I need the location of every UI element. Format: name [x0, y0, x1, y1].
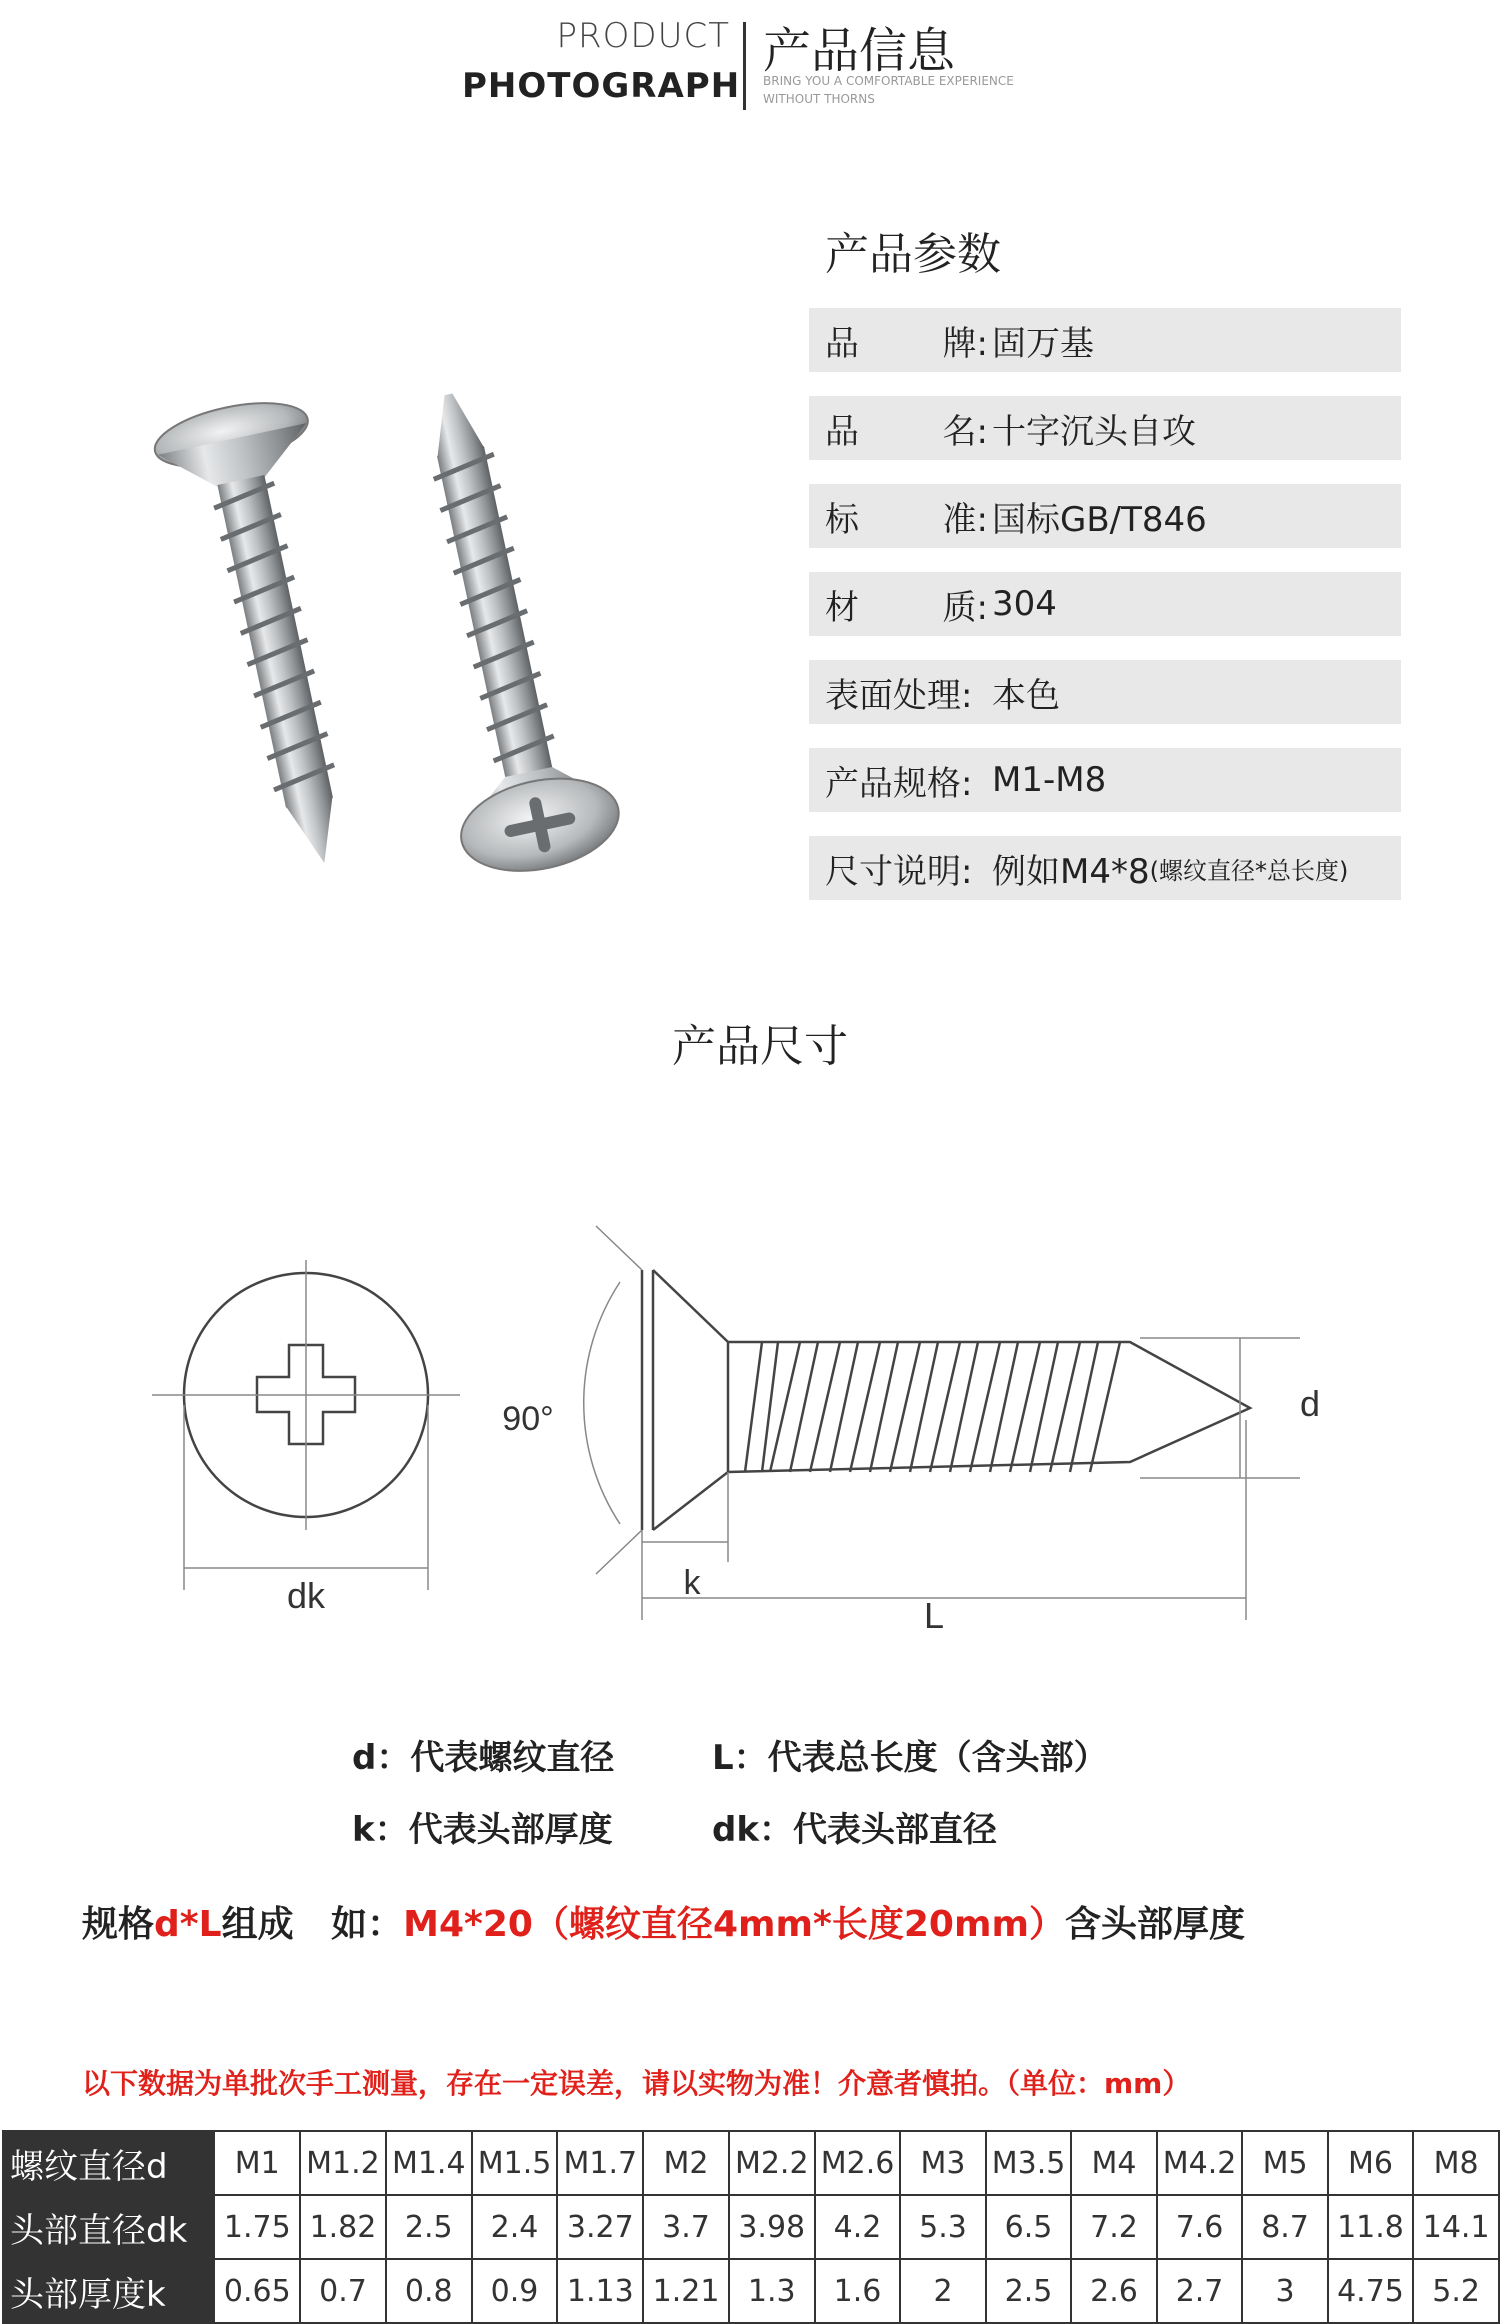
table-cell: 3.27 — [557, 2195, 643, 2259]
table-cell: M4.2 — [1157, 2131, 1243, 2195]
table-row — [3, 2259, 1499, 2323]
table-cell: 1.21 — [643, 2259, 729, 2323]
table-row — [3, 2195, 1499, 2259]
header-cn-title: 产品信息 — [763, 23, 956, 79]
table-cell: M2 — [643, 2131, 729, 2195]
table-cell: 1.75 — [214, 2195, 300, 2259]
param-value: 例如M4*8 — [992, 851, 1150, 892]
spec-suffix: 含头部厚度 — [1065, 1904, 1246, 1945]
table-cell: 11.8 — [1328, 2195, 1414, 2259]
table-cell: M2.2 — [729, 2131, 815, 2195]
param-row — [809, 660, 1401, 724]
table-cell: 3.98 — [729, 2195, 815, 2259]
table-cell: 3.7 — [643, 2195, 729, 2259]
dk-label: dk — [286, 1575, 326, 1616]
param-label — [809, 580, 992, 629]
params-title: 产品参数 — [825, 229, 1001, 280]
param-label — [809, 404, 992, 453]
table-cell: 5.2 — [1413, 2259, 1499, 2323]
param-row — [809, 836, 1401, 900]
table-cell: M8 — [1413, 2131, 1499, 2195]
table-cell: 0.8 — [386, 2259, 472, 2323]
table-cell: M1.7 — [557, 2131, 643, 2195]
table-cell: 4.2 — [815, 2195, 901, 2259]
param-value: 十字沉头自攻 — [992, 411, 1196, 452]
table-cell: 2.4 — [472, 2195, 558, 2259]
d-label: d — [1300, 1383, 1321, 1424]
legend-d: d：代表螺纹直径 — [352, 1738, 615, 1778]
table-cell: 2.7 — [1157, 2259, 1243, 2323]
param-label-rest: 质: — [942, 587, 988, 628]
param-label: 产品规格: — [825, 763, 973, 804]
param-value: 本色 — [992, 675, 1060, 716]
table-cell: M1.5 — [472, 2131, 558, 2195]
size-table — [2, 2130, 1500, 2324]
table-cell: 1.82 — [300, 2195, 386, 2259]
screw-side-view — [642, 1270, 1250, 1530]
legend-k: k：代表头部厚度 — [352, 1810, 613, 1850]
d-dimension — [1140, 1338, 1300, 1478]
spec-prefix1: 规格 — [82, 1904, 155, 1945]
param-value: M1-M8 — [992, 760, 1107, 800]
table-cell: 2.5 — [386, 2195, 472, 2259]
measurement-note: 以下数据为单批次手工测量，存在一定误差，请以实物为准！介意者慎拍。（单位：mm） — [82, 2067, 1191, 2100]
param-row — [809, 748, 1401, 812]
param-label-rest: 牌: — [942, 323, 988, 364]
angle-label: 90° — [502, 1400, 554, 1438]
table-cell: 7.2 — [1071, 2195, 1156, 2259]
dimension-diagram — [0, 1190, 1500, 1630]
table-cell: M5 — [1242, 2131, 1327, 2195]
table-cell: 0.9 — [472, 2259, 558, 2323]
table-cell: 2.6 — [1071, 2259, 1156, 2323]
screw-right-image — [370, 378, 627, 885]
dk-dimension — [152, 1260, 460, 1590]
table-cell: M1.2 — [300, 2131, 386, 2195]
table-cell: 1.6 — [815, 2259, 901, 2323]
row-header: 头部直径dk — [3, 2195, 214, 2259]
legend-L: L：代表总长度（含头部） — [712, 1738, 1108, 1778]
param-row — [809, 308, 1401, 372]
table-cell: 3 — [1242, 2259, 1327, 2323]
table-cell: M3.5 — [986, 2131, 1072, 2195]
param-row — [809, 484, 1401, 548]
product-photo — [130, 370, 650, 890]
dimensions-title: 产品尺寸 — [672, 1021, 848, 1072]
param-label-rest: 准: — [942, 499, 988, 540]
table-cell: 8.7 — [1242, 2195, 1327, 2259]
param-row — [809, 396, 1401, 460]
angle-dimension — [584, 1226, 642, 1574]
table-cell: M1 — [214, 2131, 300, 2195]
table-cell: 4.75 — [1328, 2259, 1414, 2323]
table-cell: M4 — [1071, 2131, 1156, 2195]
header-subtitle-line2: WITHOUT THORNS — [763, 92, 875, 106]
table-cell: 2 — [900, 2259, 985, 2323]
header-en-line2: PHOTOGRAPH — [462, 66, 741, 106]
param-value: 304 — [992, 584, 1057, 624]
table-cell: 5.3 — [900, 2195, 985, 2259]
param-label-char1: 品 — [825, 323, 859, 364]
k-label: k — [683, 1564, 701, 1602]
param-label — [809, 316, 992, 365]
table-cell: M2.6 — [815, 2131, 901, 2195]
table-cell: 2.5 — [986, 2259, 1072, 2323]
spec-line — [82, 1896, 1245, 1947]
table-cell: 1.13 — [557, 2259, 643, 2323]
row-header: 头部厚度k — [3, 2259, 214, 2323]
table-cell: 0.65 — [214, 2259, 300, 2323]
header-divider — [743, 22, 746, 110]
table-cell: M3 — [900, 2131, 985, 2195]
param-label-char1: 标 — [825, 499, 859, 540]
table-cell: M1.4 — [386, 2131, 472, 2195]
screw-left-image — [149, 391, 398, 879]
param-value: 国标GB/T846 — [992, 499, 1207, 540]
table-cell: 1.3 — [729, 2259, 815, 2323]
param-label: 尺寸说明: — [825, 851, 973, 892]
param-label-char1: 材 — [825, 587, 859, 628]
header-subtitle-line1: BRING YOU A COMFORTABLE EXPERIENCE — [763, 74, 1014, 88]
L-label: L — [923, 1595, 945, 1630]
table-cell: 7.6 — [1157, 2195, 1243, 2259]
table-cell: M6 — [1328, 2131, 1414, 2195]
table-cell: 0.7 — [300, 2259, 386, 2323]
param-label: 表面处理: — [825, 675, 973, 716]
param-label-rest: 名: — [942, 411, 988, 452]
header-en-line1: PRODUCT — [556, 16, 730, 56]
table-cell: 14.1 — [1413, 2195, 1499, 2259]
param-value: 固万基 — [992, 323, 1094, 364]
spec-example: M4*20（螺纹直径4mm*长度20mm） — [403, 1904, 1065, 1945]
spec-red1: d*L — [154, 1904, 222, 1945]
param-row — [809, 572, 1401, 636]
legend-dk: dk：代表头部直径 — [712, 1810, 997, 1850]
param-note: (螺纹直径*总长度) — [1149, 856, 1349, 885]
param-label-char1: 品 — [825, 411, 859, 452]
table-cell: 6.5 — [986, 2195, 1072, 2259]
table-row — [3, 2131, 1499, 2195]
param-label — [809, 492, 992, 541]
spec-prefix2: 组成 如： — [221, 1904, 404, 1945]
row-header: 螺纹直径d — [3, 2131, 214, 2195]
